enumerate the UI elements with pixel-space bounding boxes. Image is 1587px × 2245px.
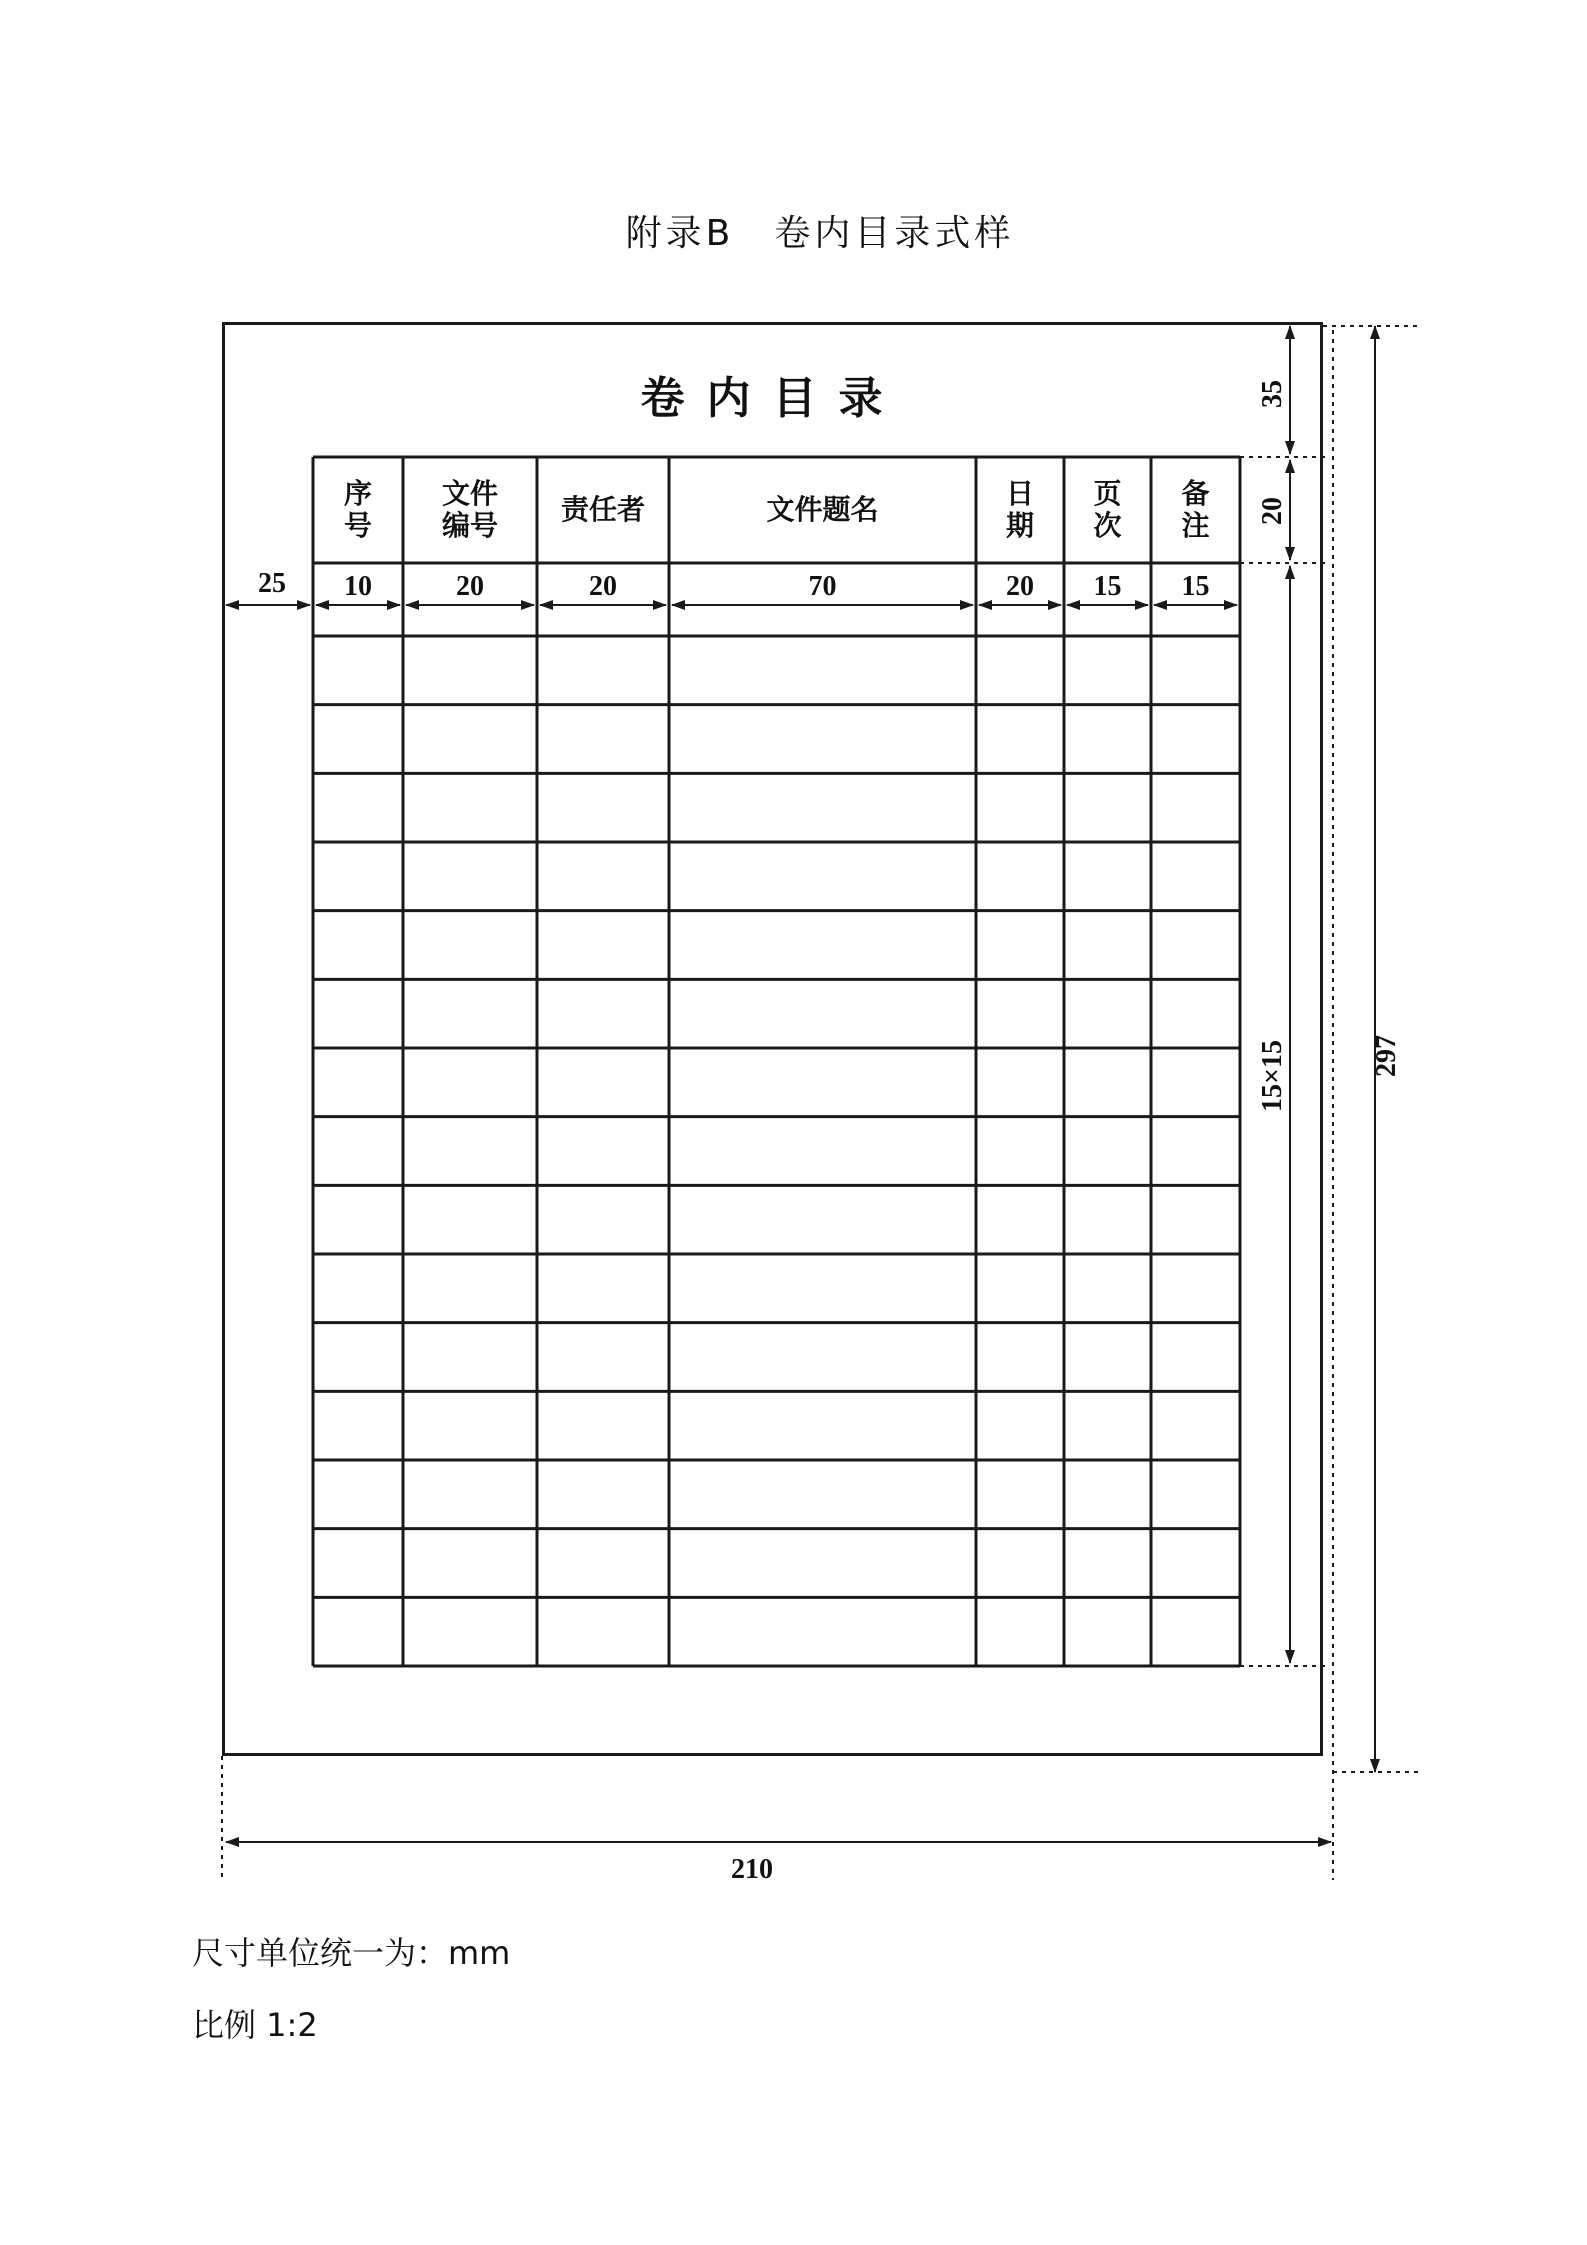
page-width-dim: 210	[731, 1854, 773, 1885]
column-width-dim: 20	[456, 571, 484, 602]
column-width-dim: 70	[808, 571, 837, 602]
page-height-dim: 297	[1371, 1035, 1402, 1077]
column-width-dim: 10	[344, 571, 372, 602]
top-margin-dim: 35	[1257, 380, 1288, 408]
column-header: 序号	[343, 477, 372, 542]
column-header: 文件题名	[766, 493, 879, 526]
scale-note: 比例 1:2	[192, 2006, 318, 2044]
column-header: 备注	[1181, 477, 1210, 542]
column-width-dim: 20	[589, 571, 617, 602]
column-width-dim: 15	[1181, 571, 1210, 602]
column-header: 日期	[1005, 477, 1034, 542]
column-width-dim: 20	[1006, 571, 1034, 602]
appendix-heading: 附录B 卷内目录式样	[625, 213, 1015, 254]
column-width-dim: 15	[1093, 571, 1122, 602]
left-margin-dim: 25	[258, 568, 286, 599]
rows-dim: 15×15	[1257, 1040, 1288, 1112]
unit-note: 尺寸单位统一为：mm	[192, 1934, 511, 1972]
header-height-dim: 20	[1257, 497, 1288, 525]
column-header: 责任者	[560, 493, 645, 526]
catalog-title: 卷内目录	[640, 373, 905, 424]
column-header: 页次	[1093, 477, 1122, 542]
column-header: 文件编号	[441, 477, 498, 542]
